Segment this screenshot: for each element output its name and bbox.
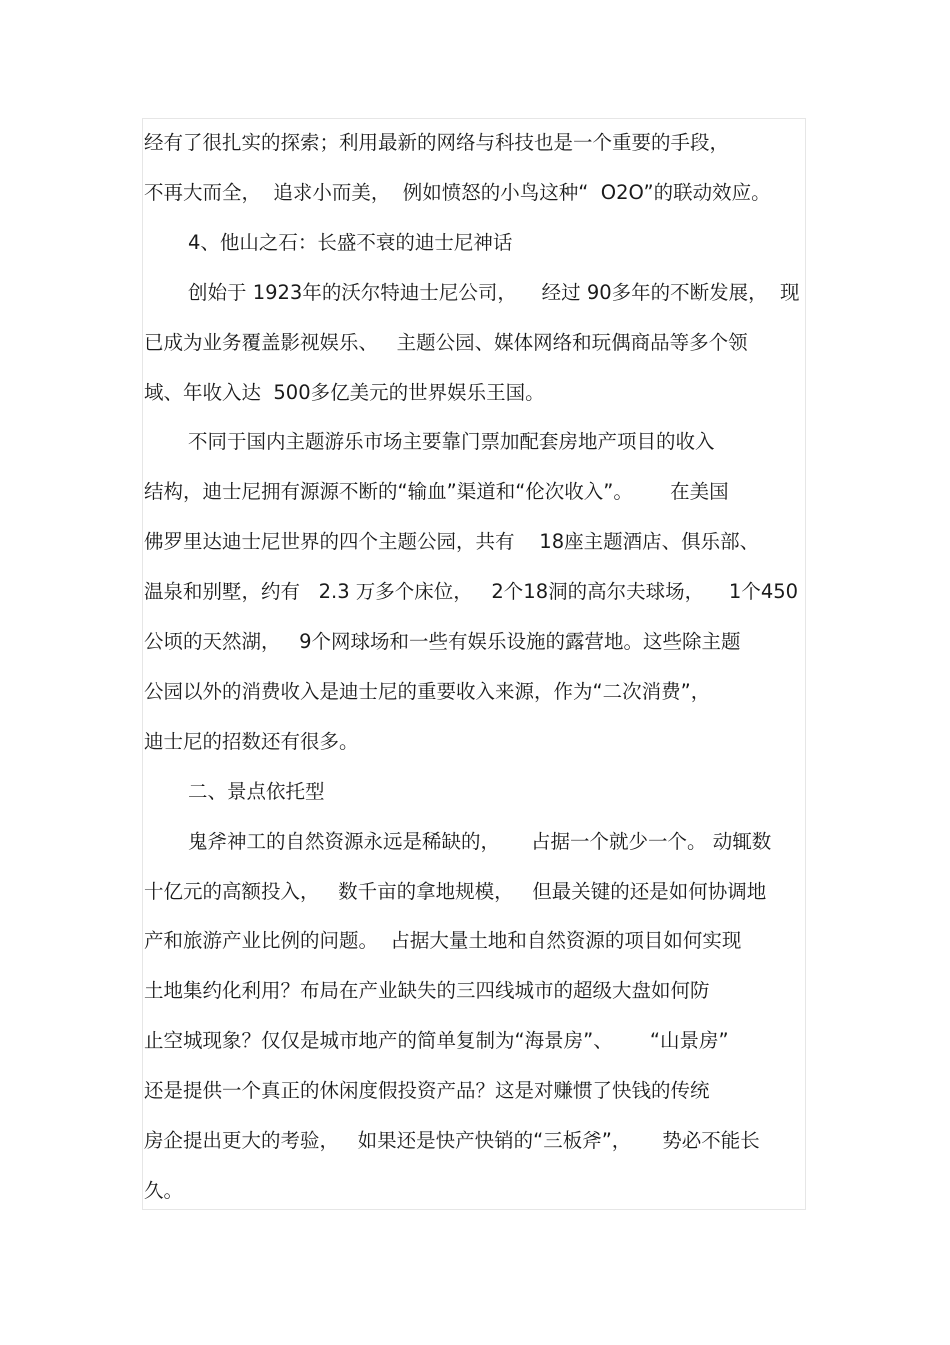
- text-line: 已成为业务覆盖影视娱乐、 主题公园、媒体网络和玩偶商品等多个领: [144, 331, 748, 354]
- text-line: 还是提供一个真正的休闲度假投资产品？这是对赚惯了快钱的传统: [144, 1079, 710, 1102]
- text-line: 土地集约化利用？布局在产业缺失的三四线城市的超级大盘如何防: [144, 979, 710, 1002]
- text-line: 温泉和别墅，约有 2.3 万多个床位， 2个18洞的高尔夫球场， 1个450: [144, 580, 799, 603]
- text-line: 不同于国内主题游乐市场主要靠门票加配套房地产项目的收入: [188, 430, 715, 453]
- text-line: 佛罗里达迪士尼世界的四个主题公园，共有 18座主题酒店、俱乐部、: [144, 530, 760, 553]
- text-line: 十亿元的高额投入， 数千亩的拿地规模， 但最关键的还是如何协调地: [144, 880, 767, 903]
- section-heading: 4、他山之石：长盛不衰的迪士尼神话: [188, 231, 513, 254]
- text-line: 不再大而全， 追求小而美， 例如愤怒的小鸟这种“ O2O”的联动效应。: [144, 181, 771, 204]
- text-line: 止空城现象？仅仅是城市地产的简单复制为“海景房”、 “山景房”: [144, 1029, 729, 1052]
- text-line: 结构，迪士尼拥有源源不断的“输血”渠道和“伦次收入”。 在美国: [144, 480, 729, 503]
- text-line: 房企提出更大的考验， 如果还是快产快销的“三板斧”， 势必不能长: [144, 1129, 760, 1152]
- text-line: 域、年收入达 500多亿美元的世界娱乐王国。: [144, 381, 545, 404]
- text-line: 久。: [144, 1179, 184, 1202]
- text-line: 产和旅游产业比例的问题。 占据大量土地和自然资源的项目如何实现: [144, 929, 742, 952]
- text-line: 鬼斧神工的自然资源永远是稀缺的， 占据一个就少一个。 动辄数: [188, 830, 772, 853]
- section-heading: 二、景点依托型: [188, 780, 325, 803]
- text-line: 经有了很扎实的探索；利用最新的网络与科技也是一个重要的手段，: [144, 131, 730, 154]
- text-line: 公园以外的消费收入是迪士尼的重要收入来源，作为“二次消费”，: [144, 680, 711, 703]
- text-line: 公顷的天然湖， 9个网球场和一些有娱乐设施的露营地。这些除主题: [144, 630, 741, 653]
- text-line: 创始于 1923年的沃尔特迪士尼公司， 经过 90多年的不断发展， 现: [188, 281, 800, 304]
- text-line: 迪士尼的招数还有很多。: [144, 730, 359, 753]
